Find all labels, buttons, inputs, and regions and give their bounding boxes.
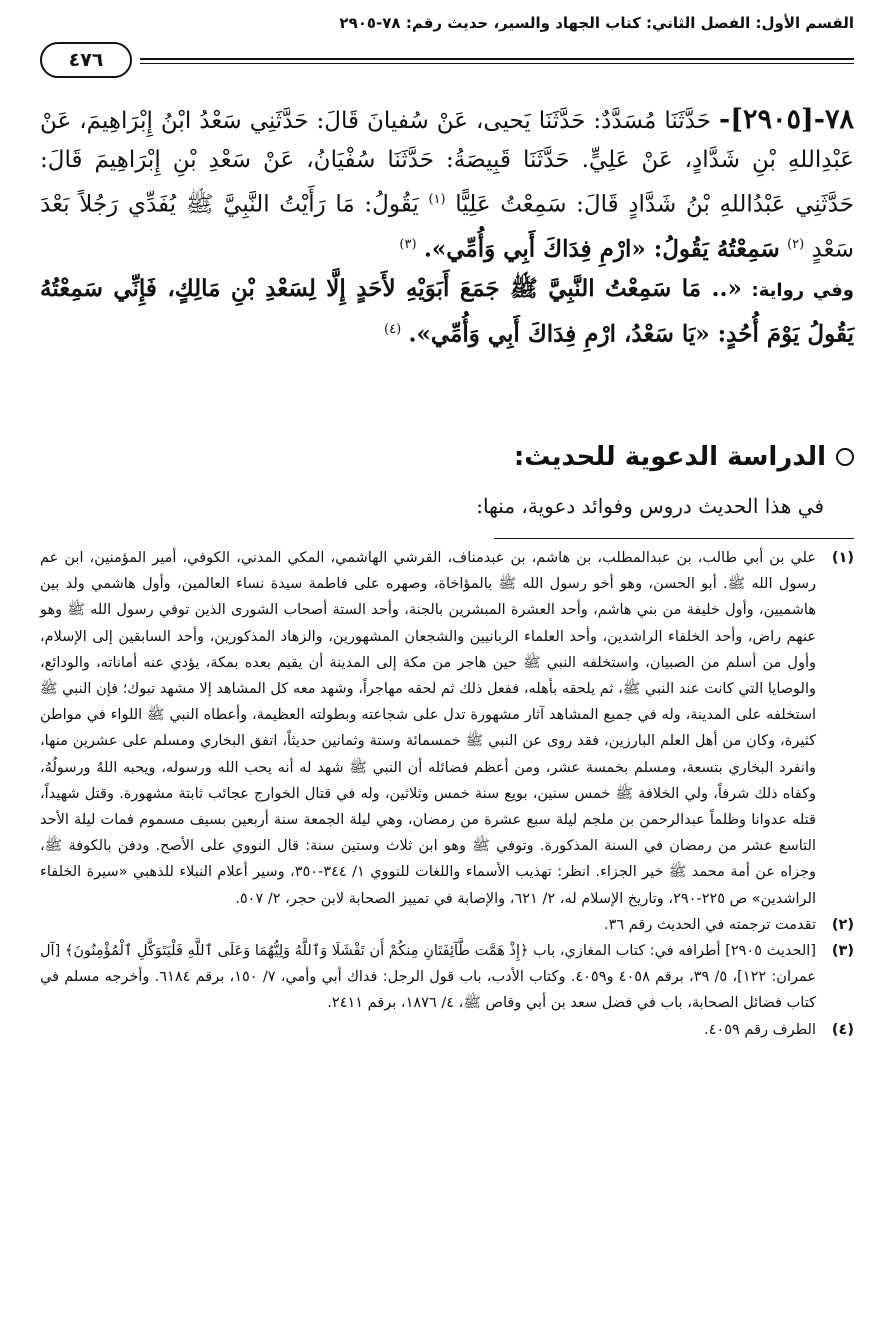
isnad-second: حَدَّثَنَا قَبِيصَةُ: حَدَّثَنَا سُفْيَانُ، عَنْ سَعْدِ بْنِ إِبْرَاهِيمَ قَالَ: حَدَّثَنِي عَبْدُاللهِ بْنُ شَدَّادٍ قَالَ: سَمِعْتُ عَلِيًّا [40,147,854,218]
footnote-number: (١) [831,550,854,566]
matn-first: يَقُولُ: مَا رَأَيْتُ النَّبِيَّ ﷺ يُفَدِّي رَجُلاً بَعْدَ سَعْدٍ [40,191,854,263]
footnote-number: (٤) [831,1021,854,1038]
footnote-item [40,912,854,938]
section-intro: في هذا الحديث دروس وفوائد دعوية، منها: [476,494,824,518]
footnote-item [40,1017,854,1043]
footnote-text: تقدمت ترجمته في الحديث رقم ٣٦. [603,916,816,933]
footnote-ref-1: (١) [428,192,446,207]
section-heading-text: الدراسة الدعوية للحديث: [513,442,826,472]
rewaya-label: وفي رواية: [751,280,854,302]
running-header [40,10,854,80]
hadith-number: ٧٨-[٢٩٠٥]- [719,104,854,135]
page-number: ٤٧٦ [40,42,132,78]
footnote-ref-4: (٤) [384,322,402,338]
header-rule-thick [140,58,854,60]
footnote-text: علي بن أبي طالب، بن عبدالمطلب، بن هاشم، بن عبدمناف، القرشي الهاشمي، المكي المدني، الكوفي، أمير المؤمنين، ابن عم رسول الله ﷺ. أبو الحسن، وهو أخو رسول الله ﷺ بالمؤاخاة، وصهره على فاطمة سيدة نساء العالمين، وأول هاشمي ولد بين هاشميين، وأول خليفة من بني هاشم، وأحد العشرة المبشرين بالجنة، وأحد الستة أصحاب الشورى الذين توفي رسول الله ﷺ وهو عنهم راض، وأحد الخلفاء الراشدين، وأحد العلماء الربانيين والشجعان المشهورين، والزهاد المذكورين، وأحد السابقين إلى الإسلام، وأول من أسلم من الصبيان، واستخلفه النبي ﷺ حين هاجر من مكة إلى المدينة أن يقيم بعده بمكة، يؤدي عنه أماناته، والودائع، والوصايا التي كانت عند النبي ﷺ، ثم يلحقه بأهله، ففعل ذلك ثم لحقه مهاجراً، وشهد معه كل المشاهد إلا مشهد تبوك؛ فإن النبي ﷺ استخلفه على المدينة، وله في جميع المشاهد آثار مشهورة تدل على شجاعته وبطولته العظيمة، وأعطاه النبي ﷺ اللواء في مواطن كثيرة، وكان من أهل العلم البارزين، فقد روى عن النبي ﷺ خمسمائة وستة وثمانين حديثاً، اتفق البخاري ومسلم على عشرين منها، وانفرد البخاري بتسعة، ومسلم بخمسة عشر، ومن أعظم فضائله أن النبي ﷺ شهد له أنه يحب الله ورسوله، ويحبه اللهُ ورسولُهُ، وكفاه ذلك شرفاً، ولي الخلافة ﷺ خمس سنين، بويع سنة خمس وثلاثين، وله في قتال الخوارج عجائب ثابتة مشهورة. وقتل شهيداً، قتله عدوانا وظلماً عبدالرحمن بن ملجم ليلة سبع عشرة من رمضان، وهي ليلة الجمعة سنة أربعين بسيف مسموم فمات ليلة الأحد التاسع عشر من رمضان في السنة المذكورة. وتوفي ﷺ وهو ابن ثلاث وستين سنة: قال النووي على الأصح. ودفن بالكوفة ﷺ، وجزاه عن أمة محمد ﷺ خير الجزاء. انظر: تهذيب الأسماء واللغات للنووي ١/ ٣٤٤-٣٥٠، وسير أعلام النبلاء للذهبي «سيرة الخلفاء الراشدين» ص ٢٢٥-٢٩٠، وتاريخ الإسلام له، ٢/ ٦٢١، والإصابة في تمييز الصحابة لابن حجر، ٢/ ٥٠٧. [40,550,816,907]
header-rule-thin [140,63,854,64]
isnad-first: حَدَّثَنَا مُسَدَّدٌ: حَدَّثَنَا يَحيى، عَنْ سُفيانَ قَالَ: حَدَّثَنِي سَعْدُ ابْنُ إِبْرَاهِيمَ، عَنْ عَبْدِاللهِ بْنِ شَدَّادٍ، عَنْ عَلِيٍّ. [40,108,855,173]
section-heading [40,440,854,474]
footnote-item [40,545,854,912]
hadith-text [40,100,854,415]
footnote-text: الطرف رقم ٤٠٥٩. [704,1021,816,1038]
footnote-ref-2: (٢) [787,236,805,252]
footnote-number: (٢) [831,916,854,933]
footnote-separator [494,538,854,539]
rewaya-text: «.. مَا سَمِعْتُ النَّبِيَّ ﷺ جَمَعَ أَبَوَيْهِ لأَحَدٍ إِلَّا لِسَعْدِ بْنِ مَالِكٍ، فَإِنِّي سَمِعْتُهُ يَقُولُ يَوْمَ أُحُدٍ: «يَا سَعْدُ، ارْمِ فِدَاكَ أَبِي وَأُمِّي». [40,275,854,348]
running-title: القسم الأول: الفصل الثاني: كتاب الجهاد والسير، حديث رقم: ٧٨-٢٩٠٥ [339,14,854,32]
footnote-ref-3: (٣) [399,236,417,252]
footnote-item [40,938,854,1017]
matn-second: سَمِعْتُهُ يَقُولُ: «ارْمِ فِدَاكَ أَبِي وَأُمِّي». [423,235,780,263]
footnote-text: [الحديث ٢٩٠٥] أطرافه في: كتاب المغازي، باب ﴿إِذْ هَمَّت طَّآئِفَتَانِ مِنكُمْ أَن تَفْشَلَا وَٱللَّهُ وَلِيُّهُمَا وَعَلَى ٱللَّهِ فَلْيَتَوَكَّلِ ٱلْمُؤْمِنُونَ﴾ [آل عمران: ١٢٢]، ٥/ ٣٩، برقم ٤٠٥٨ و٤٠٥٩. وكتاب الأدب، باب قول الرجل: فداك أبي وأمي، ٧/ ١٥٠، برقم ٦١٨٤. وأخرجه مسلم في كتاب فضائل الصحابة، باب في فضل سعد بن أبي وقاص ﷺ، ٤/ ١٨٧٦، برقم ٢٤١١. [40,943,817,1012]
footnotes [40,545,854,1245]
footnote-number: (٣) [831,943,854,960]
circle-bullet-icon [836,448,854,466]
